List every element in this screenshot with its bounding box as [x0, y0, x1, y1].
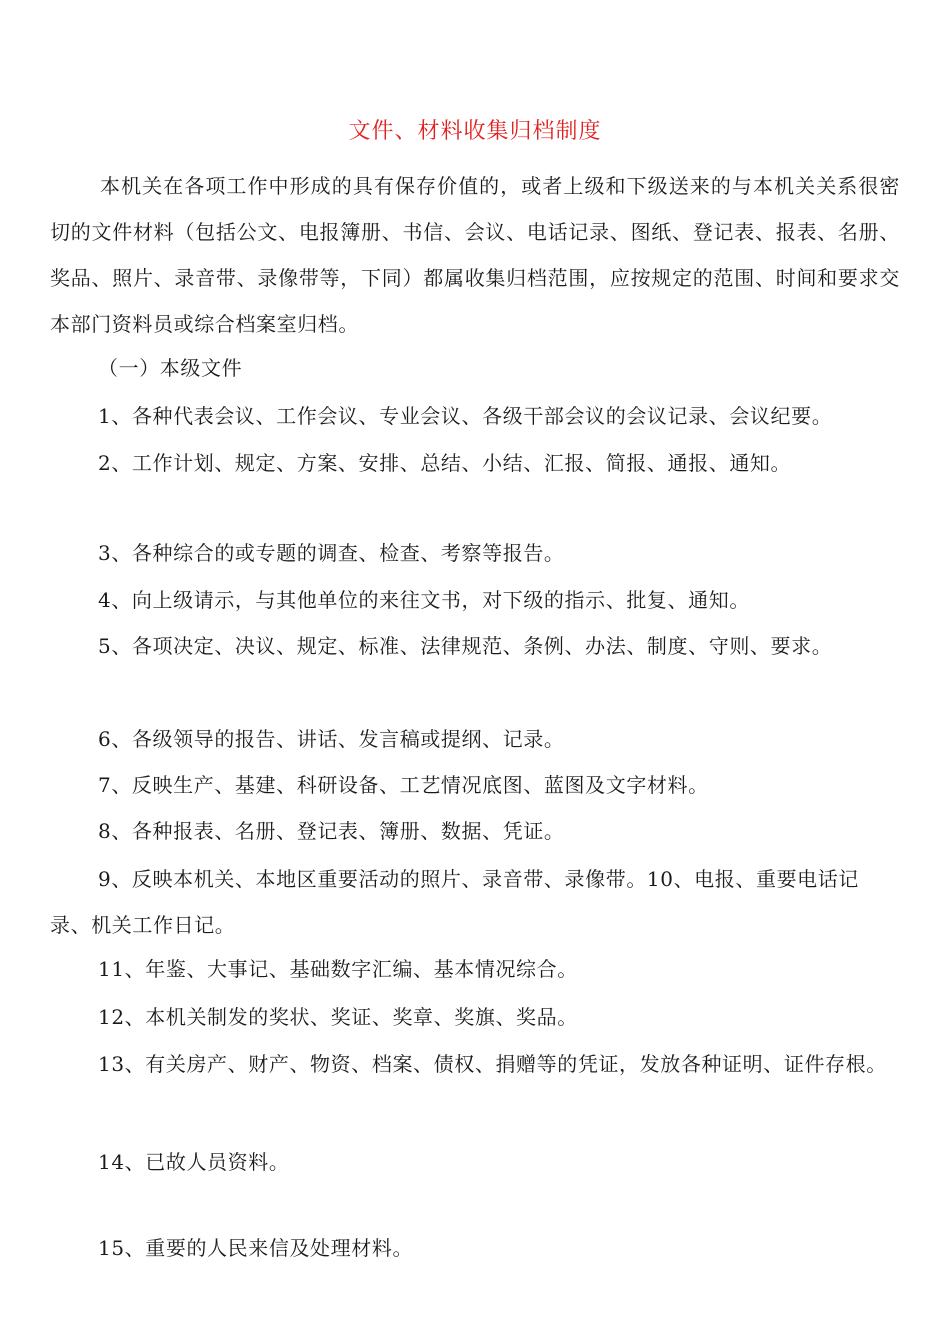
list-item: 4、向上级请示，与其他单位的来往文书，对下级的指示、批复、通知。: [98, 588, 750, 612]
list-item: 3、各种综合的或专题的调查、检查、考察等报告。: [98, 541, 565, 565]
section-heading: （一）本级文件: [98, 356, 243, 380]
list-item: 9、反映本机关、本地区重要活动的照片、录音带、录像带。10、电报、重要电话记录、机关工作日记。: [50, 867, 859, 937]
intro-paragraph: 本机关在各项工作中形成的具有保存价值的，或者上级和下级送来的与本机关关系很密切的文件材料（包括公文、电报簿册、书信、会议、电话记录、图纸、登记表、报表、名册、奖品、照片、录音带、录像带等，下同）都属收集归档范围，应按规定的范围、时间和要求交本部门资料员或综合档案室归档。: [50, 174, 900, 336]
list-item: 5、各项决定、决议、规定、标准、法律规范、条例、办法、制度、守则、要求。: [98, 634, 833, 658]
list-item: 2、工作计划、规定、方案、安排、总结、小结、汇报、简报、通报、通知。: [98, 451, 792, 475]
list-item: 11、年鉴、大事记、基础数字汇编、基本情况综合。: [98, 957, 578, 981]
list-item: 13、有关房产、财产、物资、档案、债权、捐赠等的凭证，发放各种证明、证件存根。: [98, 1052, 887, 1076]
list-item: 8、各种报表、名册、登记表、簿册、数据、凭证。: [98, 819, 565, 843]
list-item: 6、各级领导的报告、讲话、发言稿或提纲、记录。: [98, 727, 565, 751]
document-title: 文件、材料收集归档制度: [348, 119, 602, 144]
list-item: 12、本机关制发的奖状、奖证、奖章、奖旗、奖品。: [98, 1005, 578, 1029]
list-item: 14、已故人员资料。: [98, 1150, 290, 1174]
list-item: 1、各种代表会议、工作会议、专业会议、各级干部会议的会议记录、会议纪要。: [98, 404, 833, 428]
list-item: 7、反映生产、基建、科研设备、工艺情况底图、蓝图及文字材料。: [98, 773, 709, 797]
list-item: 15、重要的人民来信及处理材料。: [98, 1236, 414, 1260]
